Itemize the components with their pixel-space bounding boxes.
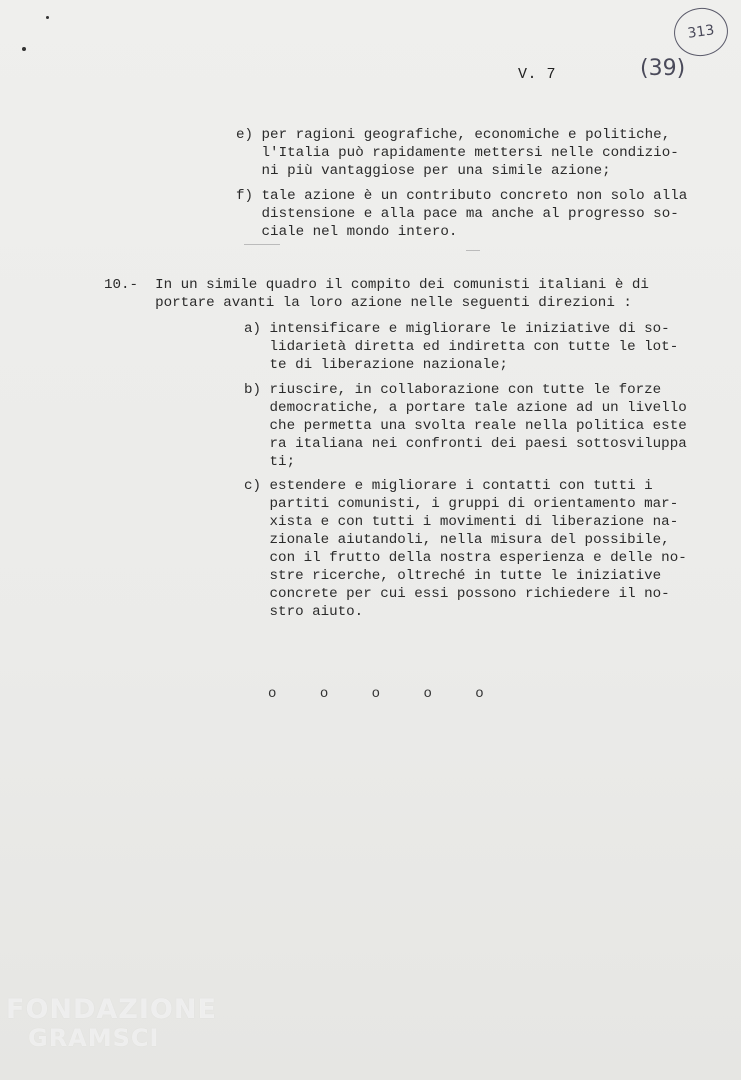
item-c-line-4: zionale aiutandoli, nella misura del possibile,: [244, 532, 670, 548]
separator-circle: o: [268, 686, 277, 702]
item-a-line-3: te di liberazione nazionale;: [244, 357, 508, 373]
pencil-stroke: [244, 244, 280, 245]
item-b-line-5: ti;: [244, 454, 296, 470]
separator-circle: o: [371, 686, 381, 702]
point-10-line-1: 10.- In un simile quadro il compito dei comunisti italiani è di: [104, 277, 649, 293]
item-f-line-1: f) tale azione è un contributo concreto non solo alla: [236, 188, 688, 204]
item-c-line-2: partiti comunisti, i gruppi di orientamento mar-: [244, 496, 679, 512]
item-c-line-5: con il frutto della nostra esperienza e delle no-: [244, 550, 687, 566]
item-e-line-2: l'Italia può rapidamente mettersi nelle condizio-: [236, 145, 679, 161]
item-c-line-8: stro aiuto.: [244, 604, 364, 620]
item-c-line-3: xista e con tutti i movimenti di liberazione na-: [244, 514, 679, 530]
item-b-line-1: b) riuscire, in collaborazione con tutte le forze: [244, 382, 662, 398]
speck-mark: [22, 47, 26, 51]
item-c-line-6: stre ricerche, oltreché in tutte le iniziative: [244, 568, 662, 584]
section-separator: [268, 686, 519, 702]
item-a-line-1: a) intensificare e migliorare le iniziative di so-: [244, 321, 670, 337]
item-b-line-2: democratiche, a portare tale azione ad un livello: [244, 400, 687, 416]
item-f-line-3: ciale nel mondo intero.: [236, 224, 458, 240]
pencil-stroke: [466, 250, 480, 251]
archive-watermark: [6, 996, 217, 1052]
item-f-line-2: distensione e alla pace ma anche al progresso so-: [236, 206, 679, 222]
item-c-line-7: concrete per cui essi possono richiedere il no-: [244, 586, 670, 602]
page-label: V. 7: [518, 66, 557, 83]
separator-circle: o: [319, 686, 329, 702]
archive-stamp: [671, 4, 731, 59]
stamp-number: 313: [686, 22, 716, 42]
item-a-line-2: lidarietà diretta ed indiretta con tutte le lot-: [244, 339, 679, 355]
item-b-line-3: che permetta una svolta reale nella politica este: [244, 418, 687, 434]
point-10-line-2: portare avanti la loro azione nelle seguenti direzioni :: [104, 295, 632, 311]
item-b-line-4: ra italiana nei confronti dei paesi sottosviluppa: [244, 436, 687, 452]
item-e-line-1: e) per ragioni geografiche, economiche e politiche,: [236, 127, 671, 143]
item-e-line-3: ni più vantaggiose per una simile azione;: [236, 163, 611, 179]
separator-circle: o: [423, 686, 432, 702]
handwritten-page-number: (39): [640, 56, 686, 81]
separator-circle: o: [475, 686, 484, 702]
watermark-line-2: GRAMSCI: [28, 1024, 160, 1052]
watermark-line-1: FONDAZIONE: [6, 994, 217, 1025]
speck-mark: [46, 16, 49, 19]
item-c-line-1: c) estendere e migliorare i contatti con tutti i: [244, 478, 653, 494]
